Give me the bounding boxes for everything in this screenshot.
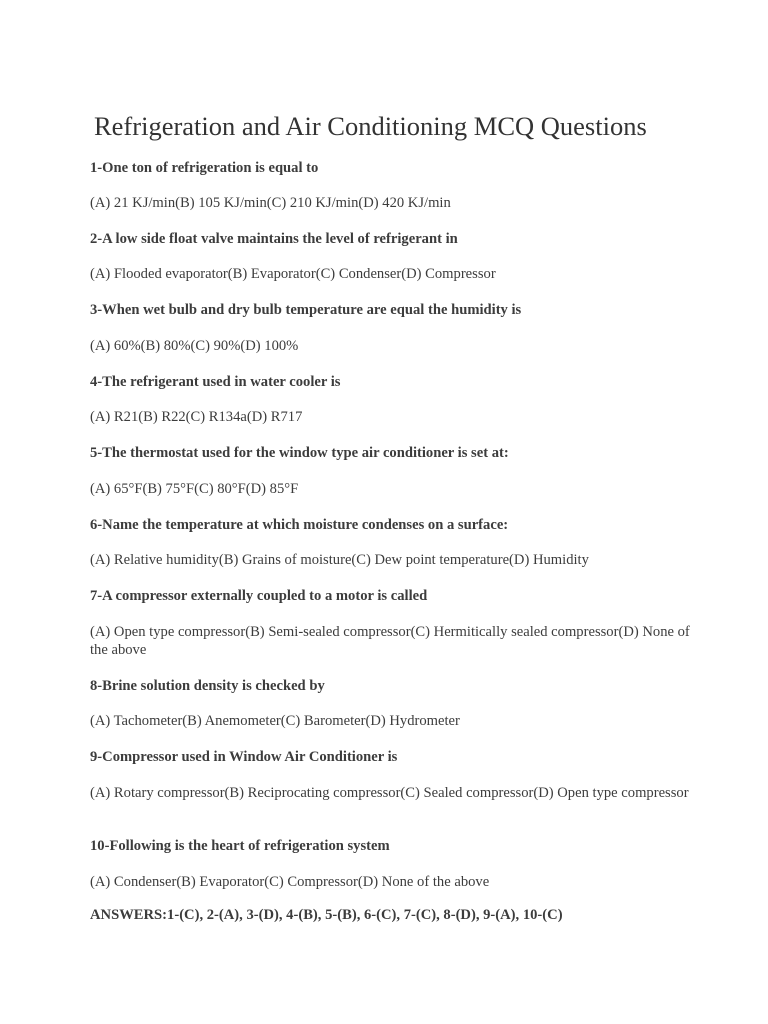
- question-7: 7-A compressor externally coupled to a motor is called: [90, 588, 428, 604]
- options-9: (A) Rotary compressor(B) Reciprocating compressor(C) Sealed compressor(D) Open type compressor: [90, 785, 689, 801]
- question-8: 8-Brine solution density is checked by: [90, 678, 325, 694]
- question-10: 10-Following is the heart of refrigeration system: [90, 838, 390, 854]
- question-2: 2-A low side float valve maintains the level of refrigerant in: [90, 231, 458, 247]
- question-5: 5-The thermostat used for the window type air conditioner is set at:: [90, 445, 509, 461]
- question-3: 3-When wet bulb and dry bulb temperature are equal the humidity is: [90, 302, 522, 318]
- options-4: (A) R21(B) R22(C) R134a(D) R717: [90, 409, 303, 425]
- options-3: (A) 60%(B) 80%(C) 90%(D) 100%: [90, 338, 299, 354]
- question-9: 9-Compressor used in Window Air Conditioner is: [90, 749, 398, 765]
- options-2: (A) Flooded evaporator(B) Evaporator(C) Condenser(D) Compressor: [90, 266, 496, 282]
- options-7: (A) Open type compressor(B) Semi-sealed compressor(C) Hermitically sealed compressor(D) None of the above: [90, 624, 690, 658]
- question-4: 4-The refrigerant used in water cooler is: [90, 374, 341, 390]
- options-5: (A) 65°F(B) 75°F(C) 80°F(D) 85°F: [90, 481, 299, 497]
- answers-line: ANSWERS:1-(C), 2-(A), 3-(D), 4-(B), 5-(B), 6-(C), 7-(C), 8-(D), 9-(A), 10-(C): [90, 907, 563, 923]
- page-title: Refrigeration and Air Conditioning MCQ Questions: [94, 111, 647, 141]
- options-10: (A) Condenser(B) Evaporator(C) Compressor(D) None of the above: [90, 874, 490, 890]
- options-6: (A) Relative humidity(B) Grains of moisture(C) Dew point temperature(D) Humidity: [90, 552, 589, 568]
- question-6: 6-Name the temperature at which moisture condenses on a surface:: [90, 517, 509, 533]
- options-8: (A) Tachometer(B) Anemometer(C) Barometer(D) Hydrometer: [90, 713, 460, 729]
- options-1: (A) 21 KJ/min(B) 105 KJ/min(C) 210 KJ/min(D) 420 KJ/min: [90, 195, 451, 211]
- question-1: 1-One ton of refrigeration is equal to: [90, 160, 319, 176]
